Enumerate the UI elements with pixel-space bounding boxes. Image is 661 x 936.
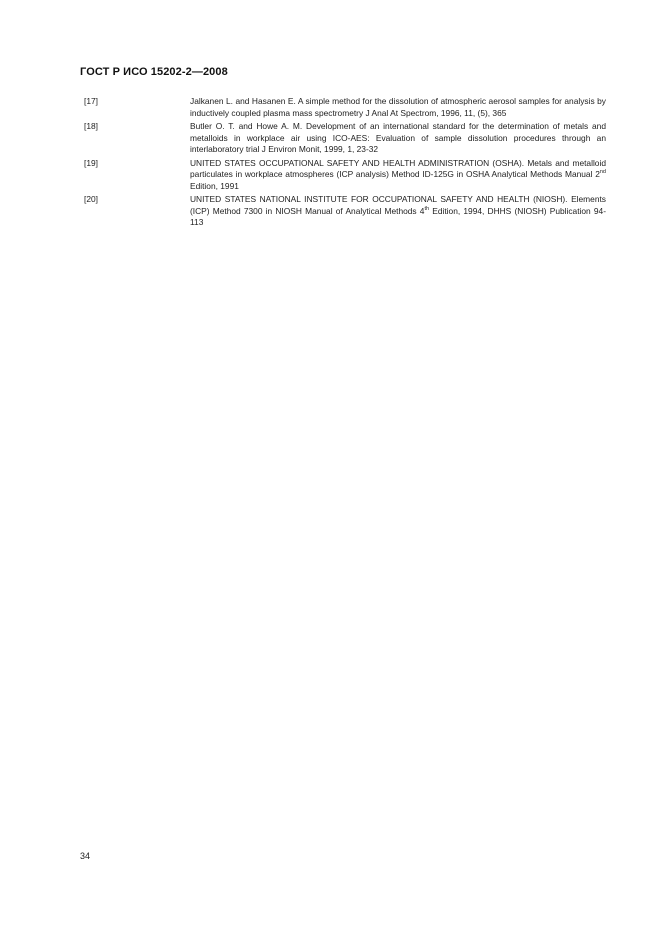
reference-text-main: UNITED STATES OCCUPATIONAL SAFETY AND HEALTH ADMINISTRATION (OSHA). Metals and metalloid particulates in workplace atmospheres (ICP analysis) Method ID-125G in OSHA Analytical Methods Manual 2 (190, 157, 606, 179)
reference-entry-17 (80, 96, 610, 119)
reference-text-superscript: nd (599, 169, 606, 175)
reference-text-main: UNITED STATES NATIONAL INSTITUTE FOR OCCUPATIONAL SAFETY AND HEALTH (NIOSH). Elements (ICP) Method 7300 in NIOSH Manual of Analytical Methods 4 (190, 194, 606, 216)
reference-entry-19 (80, 158, 610, 193)
reference-entry-20 (80, 194, 610, 229)
reference-number: [17] (84, 96, 98, 106)
reference-text (190, 158, 606, 193)
page-number: 34 (80, 851, 91, 861)
reference-text-tail: Edition, 1994, DHHS (NIOSH) Publication 94-113 (190, 205, 606, 227)
reference-text (190, 194, 606, 229)
document-header-title: ГОСТ Р ИСО 15202-2—2008 (80, 66, 228, 78)
reference-number: [19] (84, 157, 98, 168)
bibliography-list (80, 96, 610, 231)
reference-text: Jalkanen L. and Hasanen E. A simple method for the dissolution of atmospheric aerosol samples for analysis by inductively coupled plasma mass spectrometry J Anal At Spectrom, 1996, 11, (5), 365 (190, 96, 606, 118)
reference-entry-18 (80, 121, 610, 156)
reference-text: Butler O. T. and Howe A. M. Development of an international standard for the determination of metals and metalloids in workplace air using ICO-AES: Evaluation of sample dissolution procedures through an interlaboratory trial J Environ Monit, 1999, 1, 23-32 (190, 121, 606, 154)
reference-text-superscript: th (424, 205, 430, 212)
reference-number: [20] (84, 194, 98, 204)
reference-text-tail: Edition, 1991 (190, 180, 239, 191)
reference-number: [18] (84, 121, 98, 131)
